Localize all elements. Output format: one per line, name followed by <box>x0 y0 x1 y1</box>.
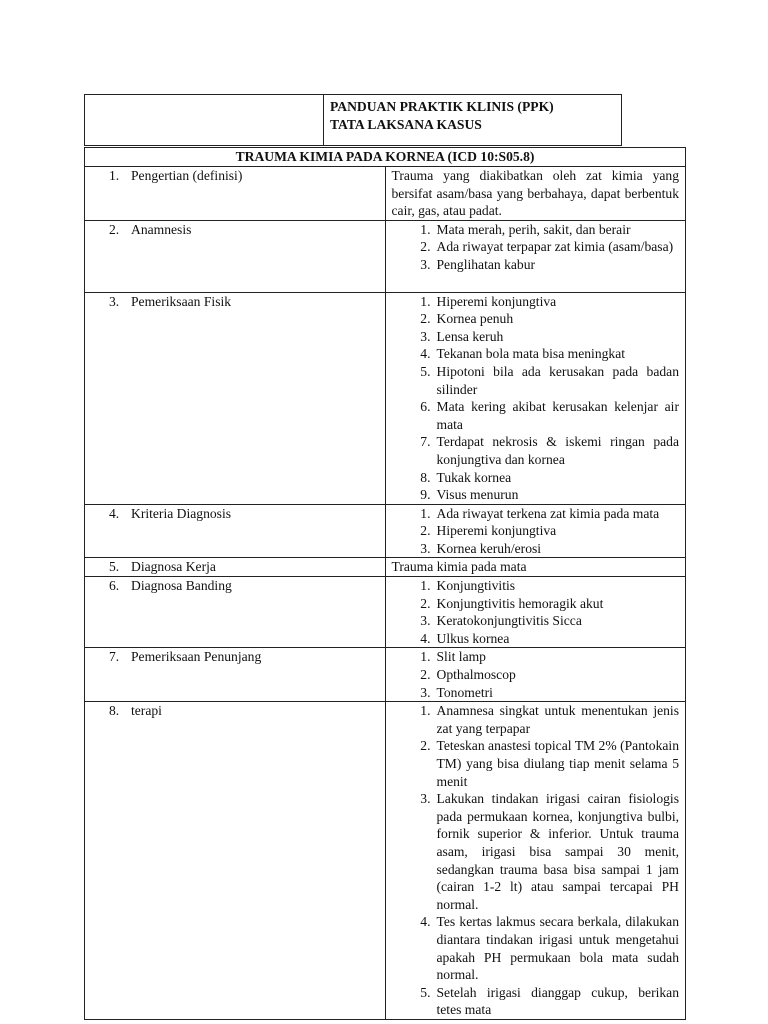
list-item: 4. Ulkus kornea <box>420 630 510 646</box>
row-label: 3. Pemeriksaan Fisik <box>85 292 386 504</box>
header-line-2: TATA LAKSANA KASUS <box>330 117 482 132</box>
list-item: 1. Ada riwayat terkena zat kimia pada mata <box>420 505 660 521</box>
row-label: 7. Pemeriksaan Penunjang <box>85 648 386 702</box>
list-item: 9. Visus menurun <box>420 487 519 503</box>
list-item: 3. Keratokonjungtivitis Sicca <box>420 613 582 629</box>
ppk-table <box>84 147 686 1020</box>
row-value <box>385 292 686 504</box>
item-list <box>392 648 680 701</box>
row-label: 5. Diagnosa Kerja <box>85 558 386 577</box>
row-value <box>385 504 686 558</box>
header-title <box>330 98 554 134</box>
list-item: 1. Mata merah, perih, sakit, dan berair <box>420 221 631 237</box>
list-item: 2. Hiperemi konjungtiva <box>420 523 557 539</box>
item-list <box>392 505 680 558</box>
list-item: 5. Hipotoni bila ada kerusakan pada badan silinder <box>420 363 679 397</box>
list-item: 2. Kornea penuh <box>420 311 514 327</box>
row-label: 1. Pengertian (definisi) <box>85 167 386 221</box>
table-row <box>85 167 686 221</box>
row-label: 4. Kriteria Diagnosis <box>85 504 386 558</box>
list-item: 5. Setelah irigasi dianggap cukup, berikan tetes mata <box>420 984 679 1018</box>
list-item: 2. Konjungtivitis hemoragik akut <box>420 595 604 611</box>
list-item: 1. Anamnesa singkat untuk menentukan jenis zat yang terpapar <box>420 703 679 736</box>
row-value <box>385 220 686 292</box>
list-item: 3. Penglihatan kabur <box>420 256 536 272</box>
list-item: 3. Kornea keruh/erosi <box>420 540 542 556</box>
row-label: 2. Anamnesis <box>85 220 386 292</box>
row-value: Trauma yang diakibatkan oleh zat kimia yang bersifat asam/basa yang berbahaya, dapat berbentuk cair, gas, atau padat. <box>385 167 686 221</box>
list-item: 7. Terdapat nekrosis & iskemi ringan pada konjungtiva dan kornea <box>420 434 679 467</box>
list-item: 8. Tukak kornea <box>420 469 512 485</box>
table-row <box>85 220 686 292</box>
list-item: 3. Lensa keruh <box>420 328 504 344</box>
row-label: 6. Diagnosa Banding <box>85 577 386 648</box>
header-box <box>84 94 622 146</box>
list-item: 6. Mata kering akibat kerusakan kelenjar air mata <box>420 399 679 432</box>
row-value <box>385 648 686 702</box>
table-title: TRAUMA KIMIA PADA KORNEA (ICD 10:S05.8) <box>85 148 686 167</box>
list-item: 3. Lakukan tindakan irigasi cairan fisiologis pada permukaan kornea, konjungtiva bulbi, fornik superior & inferior. Untuk trauma asam, irigasi bisa sampai 30 menit, sedangkan trauma basa bisa sampai 1 jam (cairan 1-2 lt) atau sampai tercapai PH normal. <box>420 791 679 912</box>
row-value <box>385 577 686 648</box>
header-line-1: PANDUAN PRAKTIK KLINIS (PPK) <box>330 99 554 114</box>
list-item: 2. Teteskan anastesi topical TM 2% (Pantokain TM) yang bisa diulang tiap menit selama 5 menit <box>420 738 679 789</box>
table-title-row <box>85 148 686 167</box>
table-row <box>85 702 686 1020</box>
item-list <box>392 577 680 647</box>
row-value <box>385 702 686 1020</box>
list-item: 1. Slit lamp <box>420 649 486 665</box>
item-list <box>392 702 680 1019</box>
list-item: 4. Tekanan bola mata bisa meningkat <box>420 346 626 362</box>
item-list <box>392 221 680 274</box>
row-value: Trauma kimia pada mata <box>385 558 686 577</box>
header-divider <box>323 95 324 145</box>
table-row <box>85 577 686 648</box>
table-row <box>85 648 686 702</box>
table-row <box>85 292 686 504</box>
row-label: 8. terapi <box>85 702 386 1020</box>
list-item: 4. Tes kertas lakmus secara berkala, dilakukan diantara tindakan irigasi untuk mengetahui apakah PH permukaan bola mata sudah normal. <box>420 914 679 983</box>
table-row <box>85 504 686 558</box>
list-item: 3. Tonometri <box>420 684 493 700</box>
list-item: 2. Opthalmoscop <box>420 667 516 683</box>
item-list <box>392 293 680 504</box>
list-item: 2. Ada riwayat terpapar zat kimia (asam/basa) <box>420 239 674 255</box>
list-item: 1. Konjungtivitis <box>420 578 516 594</box>
list-item: 1. Hiperemi konjungtiva <box>420 293 557 309</box>
table-row <box>85 558 686 577</box>
